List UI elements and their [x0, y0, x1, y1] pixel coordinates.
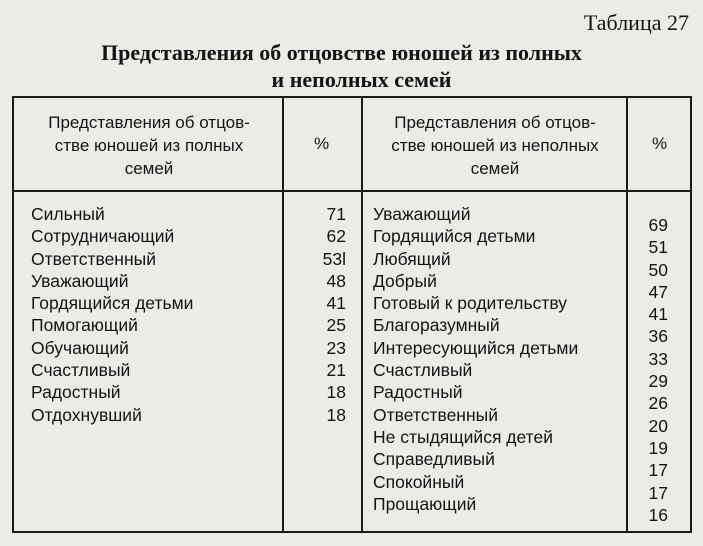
table-cell-percent: 17	[648, 460, 668, 481]
table-cell-label: Обучающий	[31, 337, 129, 358]
table-cell-percent: 69	[648, 215, 668, 235]
header-line: Представления об отцов-	[394, 113, 596, 132]
table-cell-label: Ответственный	[373, 404, 498, 425]
table-cell-percent: 19	[648, 437, 668, 458]
table-cell-percent: 47	[648, 281, 668, 302]
table-cell-label: Отдохнувший	[31, 404, 142, 425]
table-cell-label: Прощающий	[373, 493, 477, 514]
table-cell-label: Радостный	[31, 382, 121, 403]
table-cell-percent: 51	[648, 237, 668, 258]
header-line: семей	[124, 159, 174, 178]
column-divider	[626, 98, 628, 531]
table-cell-percent: 25	[326, 315, 346, 336]
table-cell-label: Ответственный	[31, 248, 156, 269]
table-cell-label: Помогающий	[31, 315, 138, 336]
table-cell-percent: 36	[648, 326, 668, 347]
table-cell-label: Сильный	[31, 204, 105, 224]
table-cell-label: Любящий	[373, 248, 451, 269]
table-cell-percent: 41	[648, 304, 668, 325]
header-divider	[14, 190, 690, 192]
table-cell-label: Гордящийся детьми	[31, 293, 194, 314]
table-title-line1: Представления об отцовстве юношей из полных	[101, 40, 582, 65]
table-cell-label: Не стыдящийся детей	[373, 426, 553, 447]
header-line: стве юношей из неполных	[391, 136, 599, 155]
column-divider	[282, 98, 284, 531]
header-line: стве юношей из полных	[54, 136, 244, 155]
table-cell-label: Благоразумный	[373, 315, 500, 336]
table-cell-label: Радостный	[373, 382, 463, 403]
table-cell-percent: 41	[326, 293, 346, 314]
table-cell-label: Добрый	[373, 270, 437, 291]
header-full-families	[20, 111, 278, 180]
table-cell-percent: 50	[648, 259, 668, 280]
table-cell-label: Готовый к родительству	[373, 293, 568, 314]
header-percent-incomplete: %	[652, 134, 668, 153]
incomplete-families-labels	[373, 203, 578, 515]
data-table	[12, 96, 692, 533]
table-cell-percent: 18	[326, 382, 346, 403]
table-cell-percent: 18	[326, 404, 346, 425]
table-cell-label: Справедливый	[373, 449, 495, 470]
table-cell-label: Счастливый	[31, 360, 131, 381]
table-cell-label: Гордящийся детьми	[373, 226, 536, 247]
header-incomplete-families	[367, 111, 623, 180]
header-percent-full: %	[314, 134, 330, 153]
table-cell-percent: 71	[326, 204, 346, 224]
table-cell-percent: 20	[648, 415, 668, 436]
table-cell-label: Счастливый	[373, 360, 473, 381]
incomplete-families-percents	[632, 214, 668, 526]
table-cell-percent: 53l	[322, 248, 346, 269]
table-cell-percent: 26	[648, 393, 668, 414]
full-families-labels	[31, 203, 193, 426]
table-cell-label: Сотрудничающий	[31, 226, 175, 247]
table-cell-percent: 16	[648, 504, 668, 525]
table-cell-percent: 29	[648, 371, 668, 392]
table-cell-percent: 62	[326, 226, 346, 247]
header-line: семей	[470, 159, 520, 178]
full-families-percents	[296, 203, 346, 426]
table-cell-percent: 21	[326, 360, 346, 381]
table-cell-percent: 33	[648, 348, 668, 369]
table-cell-label: Интересующийся детьми	[373, 337, 579, 358]
table-cell-label: Спокойный	[373, 471, 465, 492]
header-line: Представления об отцов-	[48, 113, 250, 132]
column-divider	[361, 98, 363, 531]
table-number: Таблица 27	[583, 10, 689, 35]
table-cell-percent: 48	[326, 270, 346, 291]
table-cell-percent: 23	[326, 337, 346, 358]
table-cell-percent: 17	[648, 482, 668, 503]
table-cell-label: Уважающий	[31, 270, 129, 291]
table-cell-label: Уважающий	[373, 204, 471, 224]
table-title-line2: и неполных семей	[271, 67, 452, 92]
